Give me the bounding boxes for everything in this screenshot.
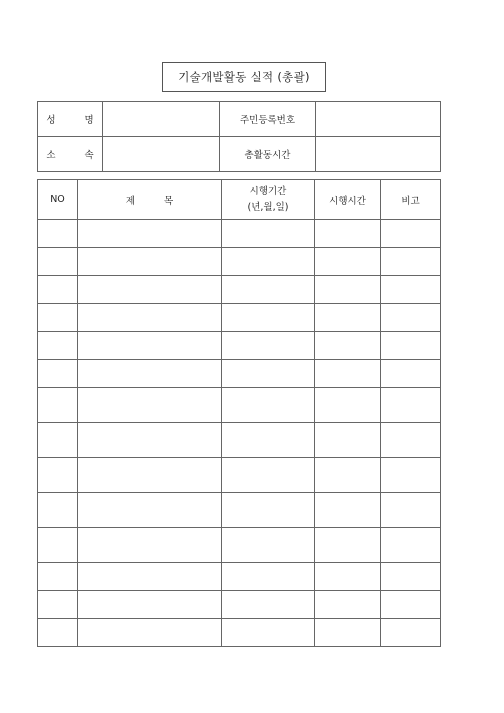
name-label: 성 명 [38,102,103,137]
hours-cell[interactable] [315,458,381,493]
no-cell[interactable] [38,332,78,360]
total-hours-field[interactable] [316,137,441,172]
personal-info-table [37,101,441,172]
table-row [38,591,441,619]
subject-cell[interactable] [78,248,222,276]
total-hours-label: 총활동시간 [220,137,316,172]
remarks-cell[interactable] [381,276,441,304]
remarks-cell[interactable] [381,591,441,619]
header-subject: 제 목 [78,180,222,220]
subject-cell[interactable] [78,332,222,360]
subject-cell[interactable] [78,388,222,423]
no-cell[interactable] [38,220,78,248]
hours-cell[interactable] [315,591,381,619]
period-cell[interactable] [222,332,315,360]
affiliation-label: 소 속 [38,137,103,172]
table-row [38,248,441,276]
no-cell[interactable] [38,591,78,619]
no-cell[interactable] [38,248,78,276]
subject-cell[interactable] [78,360,222,388]
remarks-cell[interactable] [381,563,441,591]
header-period-line2: (년,월,일) [247,201,289,213]
id-number-field[interactable] [316,102,441,137]
subject-cell[interactable] [78,528,222,563]
remarks-cell[interactable] [381,332,441,360]
no-cell[interactable] [38,458,78,493]
remarks-cell[interactable] [381,493,441,528]
hours-cell[interactable] [315,360,381,388]
hours-cell[interactable] [315,493,381,528]
no-cell[interactable] [38,493,78,528]
no-cell[interactable] [38,388,78,423]
no-cell[interactable] [38,360,78,388]
remarks-cell[interactable] [381,388,441,423]
table-row [38,458,441,493]
period-cell[interactable] [222,360,315,388]
hours-cell[interactable] [315,528,381,563]
table-header-row [38,180,441,220]
table-row [38,360,441,388]
info-row-affiliation [38,137,441,172]
subject-cell[interactable] [78,493,222,528]
period-cell[interactable] [222,619,315,647]
table-row [38,388,441,423]
hours-cell[interactable] [315,388,381,423]
hours-cell[interactable] [315,423,381,458]
period-cell[interactable] [222,493,315,528]
id-number-label: 주민등록번호 [220,102,316,137]
header-period [222,180,315,220]
remarks-cell[interactable] [381,423,441,458]
hours-cell[interactable] [315,304,381,332]
period-cell[interactable] [222,591,315,619]
period-cell[interactable] [222,388,315,423]
hours-cell[interactable] [315,276,381,304]
table-row [38,276,441,304]
period-cell[interactable] [222,528,315,563]
name-field[interactable] [103,102,220,137]
subject-cell[interactable] [78,458,222,493]
remarks-cell[interactable] [381,458,441,493]
table-row [38,332,441,360]
table-row [38,528,441,563]
no-cell[interactable] [38,423,78,458]
period-cell[interactable] [222,276,315,304]
subject-cell[interactable] [78,220,222,248]
no-cell[interactable] [38,304,78,332]
document-title: 기술개발활동 실적 (총괄) [162,62,326,92]
remarks-cell[interactable] [381,248,441,276]
no-cell[interactable] [38,276,78,304]
no-cell[interactable] [38,528,78,563]
table-row [38,304,441,332]
subject-cell[interactable] [78,276,222,304]
table-row [38,220,441,248]
subject-cell[interactable] [78,563,222,591]
period-cell[interactable] [222,458,315,493]
table-row [38,619,441,647]
period-cell[interactable] [222,248,315,276]
table-row [38,493,441,528]
table-row [38,563,441,591]
subject-cell[interactable] [78,304,222,332]
header-hours: 시행시간 [315,180,381,220]
header-period-line1: 시행기간 [249,185,287,197]
remarks-cell[interactable] [381,619,441,647]
hours-cell[interactable] [315,220,381,248]
no-cell[interactable] [38,619,78,647]
period-cell[interactable] [222,563,315,591]
affiliation-field[interactable] [103,137,220,172]
hours-cell[interactable] [315,563,381,591]
table-row [38,423,441,458]
subject-cell[interactable] [78,591,222,619]
period-cell[interactable] [222,423,315,458]
hours-cell[interactable] [315,248,381,276]
period-cell[interactable] [222,220,315,248]
remarks-cell[interactable] [381,360,441,388]
activity-table [37,179,441,647]
hours-cell[interactable] [315,332,381,360]
header-no: NO [38,180,78,220]
header-remarks: 비고 [381,180,441,220]
remarks-cell[interactable] [381,528,441,563]
subject-cell[interactable] [78,423,222,458]
remarks-cell[interactable] [381,304,441,332]
info-row-name [38,102,441,137]
hours-cell[interactable] [315,619,381,647]
subject-cell[interactable] [78,619,222,647]
period-cell[interactable] [222,304,315,332]
remarks-cell[interactable] [381,220,441,248]
no-cell[interactable] [38,563,78,591]
